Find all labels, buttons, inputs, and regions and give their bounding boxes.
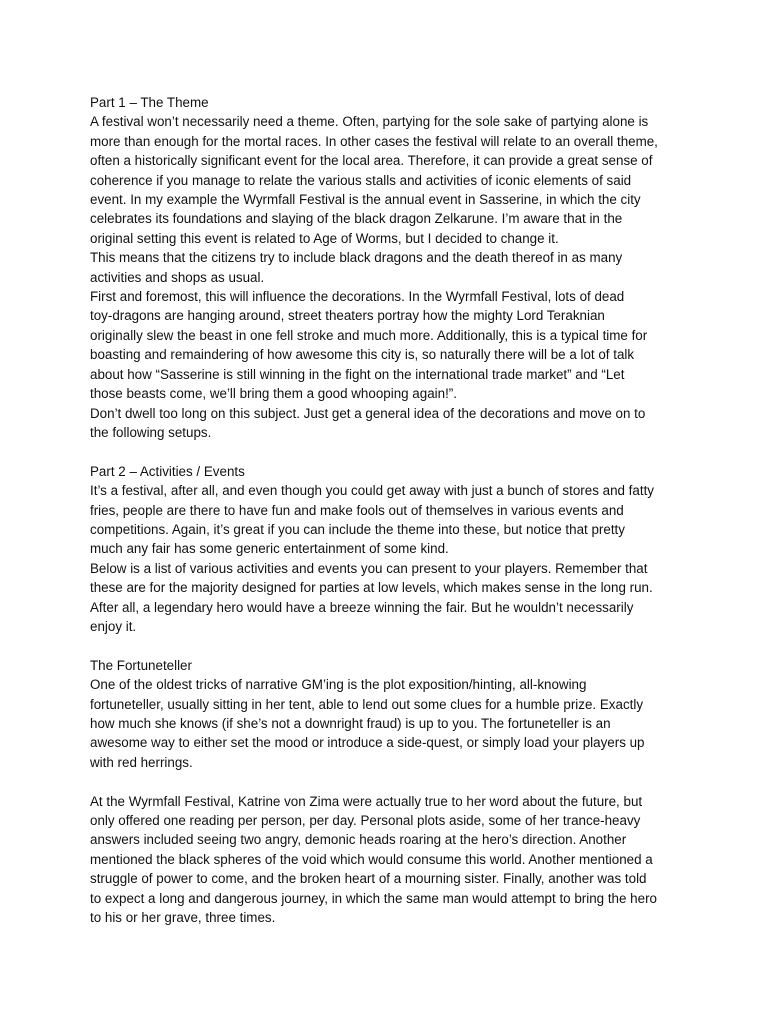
text-line: First and foremost, this will influence the decorations. In the Wyrmfall Festival, lots of dead <box>90 289 625 305</box>
text-line: original setting this event is related to Age of Worms, but I decided to change it. <box>90 230 559 246</box>
text-line: fortuneteller, usually sitting in her tent, able to lend out some clues for a humble prize. Exactly <box>90 696 644 712</box>
paragraph <box>90 287 690 403</box>
text-line: This means that the citizens try to include black dragons and the death thereof in as many <box>90 250 623 266</box>
text-line: with red herrings. <box>90 754 193 770</box>
text-line: At the Wyrmfall Festival, Katrine von Zima were actually true to her word about the future, but <box>90 793 643 809</box>
paragraph <box>90 112 690 248</box>
text-line: more than enough for the mortal races. In other cases the festival will relate to an overall theme, <box>90 133 658 149</box>
section-fortuneteller <box>90 656 690 928</box>
text-line: those beasts come, we’ll bring them a good whooping again!”. <box>90 386 457 402</box>
text-line: toy-dragons are hanging around, street theaters portray how the mighty Lord Teraknian <box>90 308 605 324</box>
paragraph <box>90 248 690 287</box>
text-line: enjoy it. <box>90 618 137 634</box>
text-line: fries, people are there to have fun and make fools out of themselves in various events and <box>90 502 624 518</box>
text-line: the following setups. <box>90 424 212 440</box>
text-line: activities and shops as usual. <box>90 269 265 285</box>
text-line: boasting and remaindering of how awesome this city is, so naturally there will be a lot of talk <box>90 347 635 363</box>
text-line: A festival won’t necessarily need a theme. Often, partying for the sole sake of partying alone is <box>90 114 649 130</box>
text-line: coherence if you manage to relate the various stalls and activities of iconic elements of said <box>90 172 632 188</box>
text-line: only offered one reading per person, per day. Personal plots aside, some of her trance-heavy <box>90 812 641 828</box>
paragraph <box>90 792 690 928</box>
section-heading: Part 2 – Activities / Events <box>90 463 245 479</box>
text-line: originally slew the beast in one fell stroke and much more. Additionally, this is a typical time for <box>90 327 648 343</box>
text-line: these are for the majority designed for parties at low levels, which makes sense in the long run. <box>90 580 653 596</box>
text-line: about how “Sasserine is still winning in the fight on the international trade market” and “Let <box>90 366 625 382</box>
text-line: mentioned the black spheres of the void which would consume this world. Another mentioned a <box>90 851 653 867</box>
paragraph-spacer <box>90 636 690 655</box>
paragraph <box>90 404 690 443</box>
paragraph <box>90 675 690 772</box>
text-line: how much she knows (if she’s not a downright fraud) is up to you. The fortuneteller is an <box>90 715 611 731</box>
paragraph-spacer <box>90 772 690 791</box>
paragraph-spacer <box>90 442 690 461</box>
text-line: Below is a list of various activities and events you can present to your players. Remember that <box>90 560 648 576</box>
text-line: celebrates its foundations and slaying of the black dragon Zelkarune. I’m aware that in the <box>90 211 623 227</box>
paragraph <box>90 559 690 637</box>
text-line: much any fair has some generic entertainment of some kind. <box>90 541 449 557</box>
text-line: It’s a festival, after all, and even though you could get away with just a bunch of stores and fatty <box>90 483 654 499</box>
text-line: answers included seeing two angry, demonic heads roaring at the hero’s direction. Another <box>90 832 627 848</box>
section-activities <box>90 462 690 637</box>
text-line: Don’t dwell too long on this subject. Just get a general idea of the decorations and move on to <box>90 405 646 421</box>
text-line: One of the oldest tricks of narrative GM’ing is the plot exposition/hinting, all-knowing <box>90 677 587 693</box>
text-line: After all, a legendary hero would have a breeze winning the fair. But he wouldn’t necessarily <box>90 599 634 615</box>
text-line: event. In my example the Wyrmfall Festival is the annual event in Sasserine, in which the city <box>90 192 641 208</box>
text-line: struggle of power to come, and the broken heart of a mourning sister. Finally, another was told <box>90 871 647 887</box>
section-heading: Part 1 – The Theme <box>90 95 209 110</box>
section-heading: The Fortuneteller <box>90 657 192 673</box>
text-line: competitions. Again, it’s great if you can include the theme into these, but notice that pretty <box>90 521 625 537</box>
text-line: to expect a long and dangerous journey, in which the same man would attempt to bring the hero <box>90 890 657 906</box>
section-theme <box>90 93 690 442</box>
text-line: awesome way to either set the mood or introduce a side-quest, or simply load your players up <box>90 735 645 751</box>
text-line: to his or her grave, three times. <box>90 910 276 926</box>
document-page <box>90 93 690 927</box>
text-line: often a historically significant event for the local area. Therefore, it can provide a great sense of <box>90 153 653 169</box>
paragraph <box>90 481 690 559</box>
